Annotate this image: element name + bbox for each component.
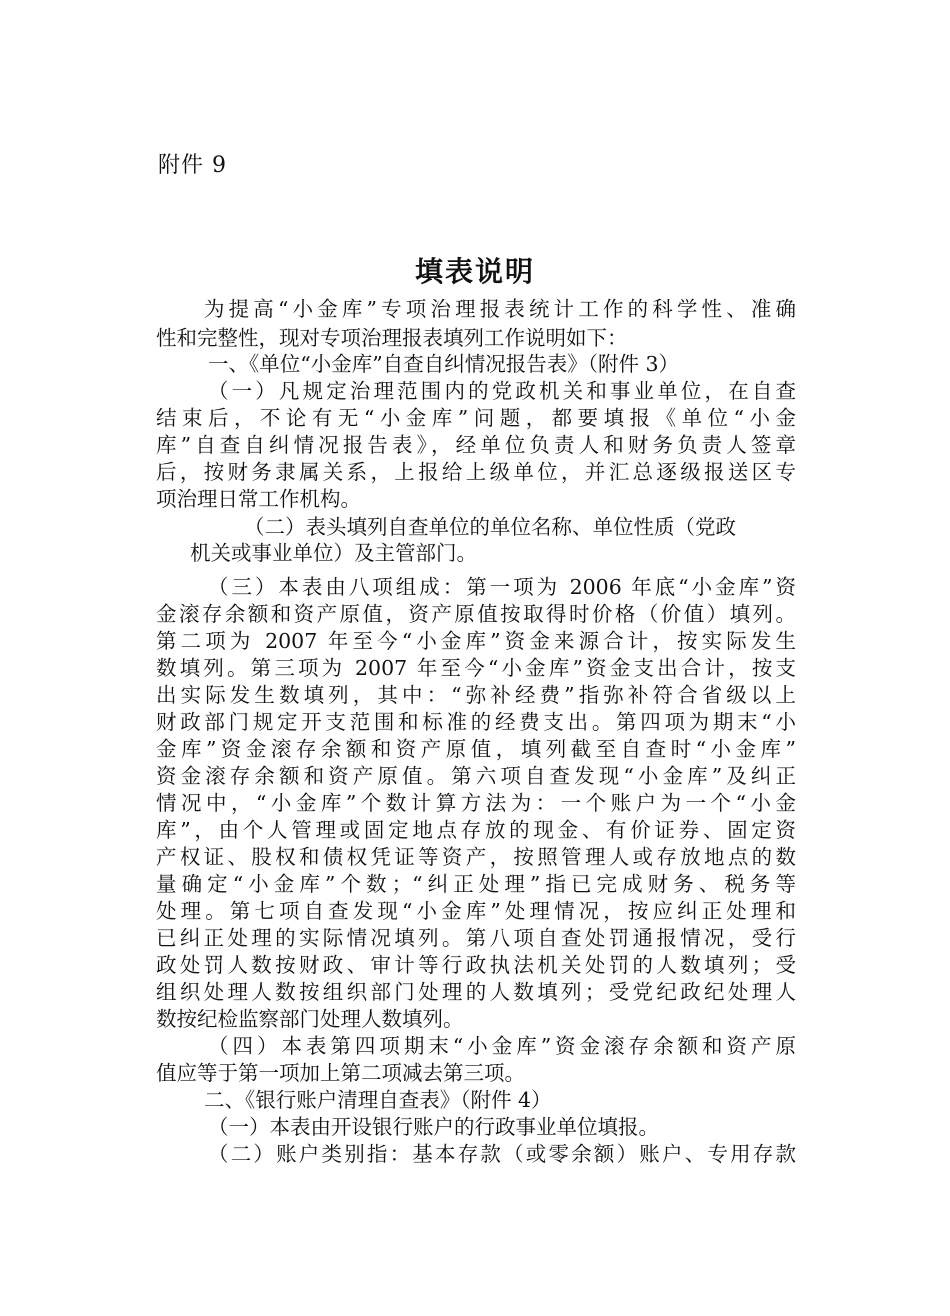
document-title: 填表说明 [414,255,535,288]
paragraph-line: 后，按财务隶属关系，上报给上级单位，并汇总逐级报送区专 [156,460,796,484]
paragraph-line: 库”，由个人管理或固定地点存放的现金、有价证券、固定资 [156,818,796,842]
paragraph-line: 情况中，“小金库”个数计算方法为：一个账户为一个“小金 [156,791,796,815]
attachment-label: 附件 9 [158,153,227,178]
paragraph-line: 第二项为 2007 年至今“小金库”资金来源合计，按实际发生 [156,629,796,653]
paragraph-line: 财政部门规定开支范围和标准的经费支出。第四项为期末“小 [156,710,796,734]
paragraph-line: 资金滚存余额和资产原值。第六项自查发现“小金库”及纠正 [156,764,796,788]
paragraph-line: （二）账户类别指：基本存款（或零余额）账户、专用存款 [208,1142,796,1166]
section-heading: 二、《银行账户清理自查表》（附件 4） [204,1088,552,1112]
paragraph-line: 项治理日常工作机构。 [156,487,361,511]
paragraph-line: 库”自查自纠情况报告表》，经单位负责人和财务负责人签章 [156,433,796,457]
paragraph-line: 数按纪检监察部门处理人数填列。 [156,1007,464,1031]
paragraph-line: 产权证、股权和债权凭证等资产，按照管理人或存放地点的数 [156,845,796,869]
paragraph-line: （一）凡规定治理范围内的党政机关和事业单位，在自查 [208,379,796,403]
paragraph-line: 数填列。第三项为 2007 年至今“小金库”资金支出合计，按支 [156,656,796,680]
paragraph-line: 政处罚人数按财政、审计等行政执法机关处罚的人数填列；受 [156,953,796,977]
section-heading: 一、《单位“小金库”自查自纠情况报告表》（附件 3） [208,352,680,376]
paragraph-line: 性和完整性，现对专项治理报表填列工作说明如下： [156,326,628,350]
paragraph-line: 量确定“小金库”个数；“纠正处理”指已完成财务、税务等 [156,872,796,896]
paragraph-line: 机关或事业单位）及主管部门。 [190,541,477,565]
paragraph-line: 金滚存余额和资产原值，资产原值按取得时价格（价值）填列。 [156,602,796,626]
paragraph-line: （二）表头填列自查单位的单位名称、单位性质（党政 [244,515,736,539]
paragraph-line: 处理。第七项自查发现“小金库”处理情况，按应纠正处理和 [156,899,796,923]
paragraph-line: 组织处理人数按组织部门处理的人数填列；受党纪政纪处理人 [156,980,796,1004]
paragraph-line: 值应等于第一项加上第二项减去第三项。 [156,1061,525,1085]
paragraph-line: 结束后，不论有无“小金库”问题，都要填报《单位“小金 [156,406,796,430]
paragraph-line: （三）本表由八项组成：第一项为 2006 年底“小金库”资 [208,575,796,599]
paragraph-line: 出实际发生数填列，其中：“弥补经费”指弥补符合省级以上 [156,683,796,707]
paragraph-line: （一）本表由开设银行账户的行政事业单位填报。 [208,1115,659,1139]
paragraph-line: 金库”资金滚存余额和资产原值，填列截至自查时“小金库” [156,737,796,761]
paragraph-line: （四）本表第四项期末“小金库”资金滚存余额和资产原 [208,1034,796,1058]
paragraph-line: 已纠正处理的实际情况填列。第八项自查处罚通报情况，受行 [156,926,796,950]
paragraph-line: 为提高“小金库”专项治理报表统计工作的科学性、准确 [204,297,796,321]
